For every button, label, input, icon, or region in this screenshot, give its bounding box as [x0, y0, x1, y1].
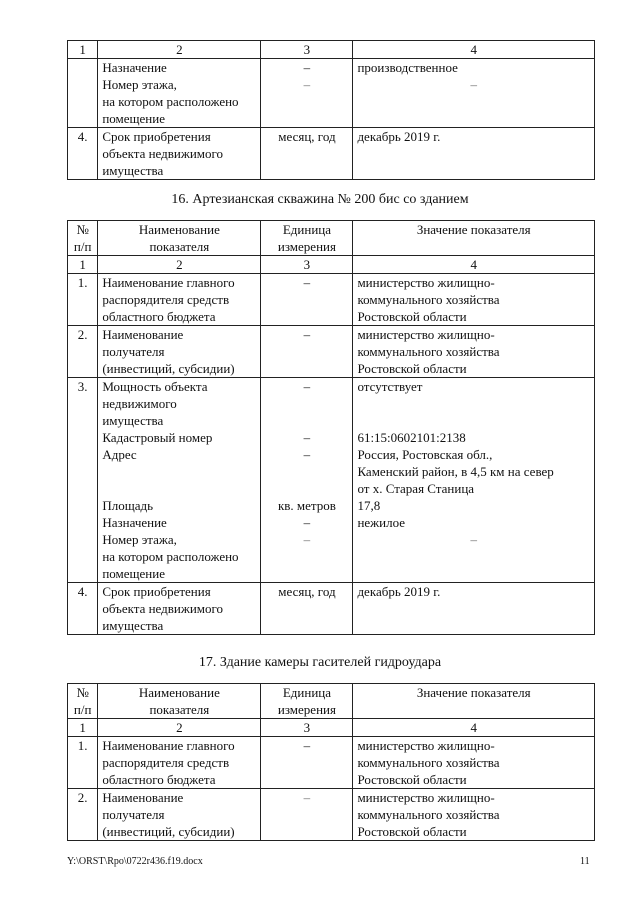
- page-number: 11: [580, 856, 590, 867]
- header-unit: Единица измерения: [261, 221, 353, 256]
- value-cell: декабрь 2019 г.: [353, 128, 595, 180]
- header-row: [68, 684, 595, 719]
- col-num-4: 4: [353, 719, 595, 737]
- table-row: [68, 128, 595, 180]
- col-num-2: 2: [98, 719, 261, 737]
- indicator-name-cell: Назначение Номер этажа, на котором расположено помещение: [98, 59, 261, 128]
- unit-cell: месяц, год: [261, 583, 353, 635]
- header-row: [68, 221, 595, 256]
- row-number: [68, 59, 98, 128]
- table-row: [68, 789, 595, 841]
- row-number: 1.: [68, 274, 98, 326]
- unit-cell: –: [261, 737, 353, 789]
- table-row: [68, 326, 595, 378]
- indicator-name-cell: Наименование получателя (инвестиций, субсидии): [98, 789, 261, 841]
- row-number: 1.: [68, 737, 98, 789]
- section-16-title: 16. Артезианская скважина № 200 бис со зданием: [171, 192, 469, 207]
- header-value: Значение показателя: [353, 684, 595, 719]
- indicator-name-cell: Наименование главного распорядителя средств областного бюджета: [98, 274, 261, 326]
- header-value: Значение показателя: [353, 221, 595, 256]
- col-num-1: 1: [68, 719, 98, 737]
- column-number-row: [68, 719, 595, 737]
- unit-cell: – –: [261, 59, 353, 128]
- row-number: 3.: [68, 378, 98, 583]
- indicator-name-cell: Мощность объекта недвижимого имущества Кадастровый номер Адрес Площадь Назначение Номер этажа, на котором расположено помещение: [98, 378, 261, 583]
- header-no: № п/п: [68, 221, 98, 256]
- value-cell: министерство жилищно- коммунального хозяйства Ростовской области: [353, 737, 595, 789]
- col-num-3: 3: [261, 719, 353, 737]
- table-row: [68, 59, 595, 128]
- table-row: [68, 583, 595, 635]
- header-name: Наименование показателя: [98, 221, 261, 256]
- indicator-name-cell: Срок приобретения объекта недвижимого имущества: [98, 128, 261, 180]
- unit-cell: –: [261, 789, 353, 841]
- col-num-1: 1: [68, 41, 98, 59]
- col-num-4: 4: [353, 256, 595, 274]
- table-continued: [67, 40, 595, 180]
- row-number: 2.: [68, 326, 98, 378]
- header-no: № п/п: [68, 684, 98, 719]
- table-section-17: [67, 683, 595, 841]
- table-row: [68, 378, 595, 583]
- table-row: [68, 274, 595, 326]
- indicator-name-cell: Наименование главного распорядителя средств областного бюджета: [98, 737, 261, 789]
- value-cell: производственное –: [353, 59, 595, 128]
- unit-cell: –: [261, 326, 353, 378]
- col-num-1: 1: [68, 256, 98, 274]
- header-name: Наименование показателя: [98, 684, 261, 719]
- unit-cell: – – – кв. метров – –: [261, 378, 353, 583]
- column-number-row: [68, 256, 595, 274]
- row-number: 4.: [68, 583, 98, 635]
- section-17-title: 17. Здание камеры гасителей гидроудара: [198, 655, 442, 670]
- table-row: [68, 737, 595, 789]
- row-number: 4.: [68, 128, 98, 180]
- col-num-2: 2: [98, 41, 261, 59]
- value-cell: министерство жилищно- коммунального хозяйства Ростовской области: [353, 789, 595, 841]
- header-unit: Единица измерения: [261, 684, 353, 719]
- col-num-4: 4: [353, 41, 595, 59]
- col-num-3: 3: [261, 256, 353, 274]
- value-cell: министерство жилищно- коммунального хозяйства Ростовской области: [353, 274, 595, 326]
- col-num-3: 3: [261, 41, 353, 59]
- footer-file-path: Y:\ORST\Rpo\0722r436.f19.docx: [67, 856, 203, 867]
- col-num-2: 2: [98, 256, 261, 274]
- indicator-name-cell: Наименование получателя (инвестиций, субсидии): [98, 326, 261, 378]
- indicator-name-cell: Срок приобретения объекта недвижимого имущества: [98, 583, 261, 635]
- table-section-16: [67, 220, 595, 635]
- column-number-row: [68, 41, 595, 59]
- value-cell: декабрь 2019 г.: [353, 583, 595, 635]
- value-cell: отсутствует 61:15:0602101:2138 Россия, Ростовская обл., Каменский район, в 4,5 км на север от х. Старая Станица 17,8 нежилое –: [353, 378, 595, 583]
- row-number: 2.: [68, 789, 98, 841]
- value-cell: министерство жилищно- коммунального хозяйства Ростовской области: [353, 326, 595, 378]
- unit-cell: месяц, год: [261, 128, 353, 180]
- unit-cell: –: [261, 274, 353, 326]
